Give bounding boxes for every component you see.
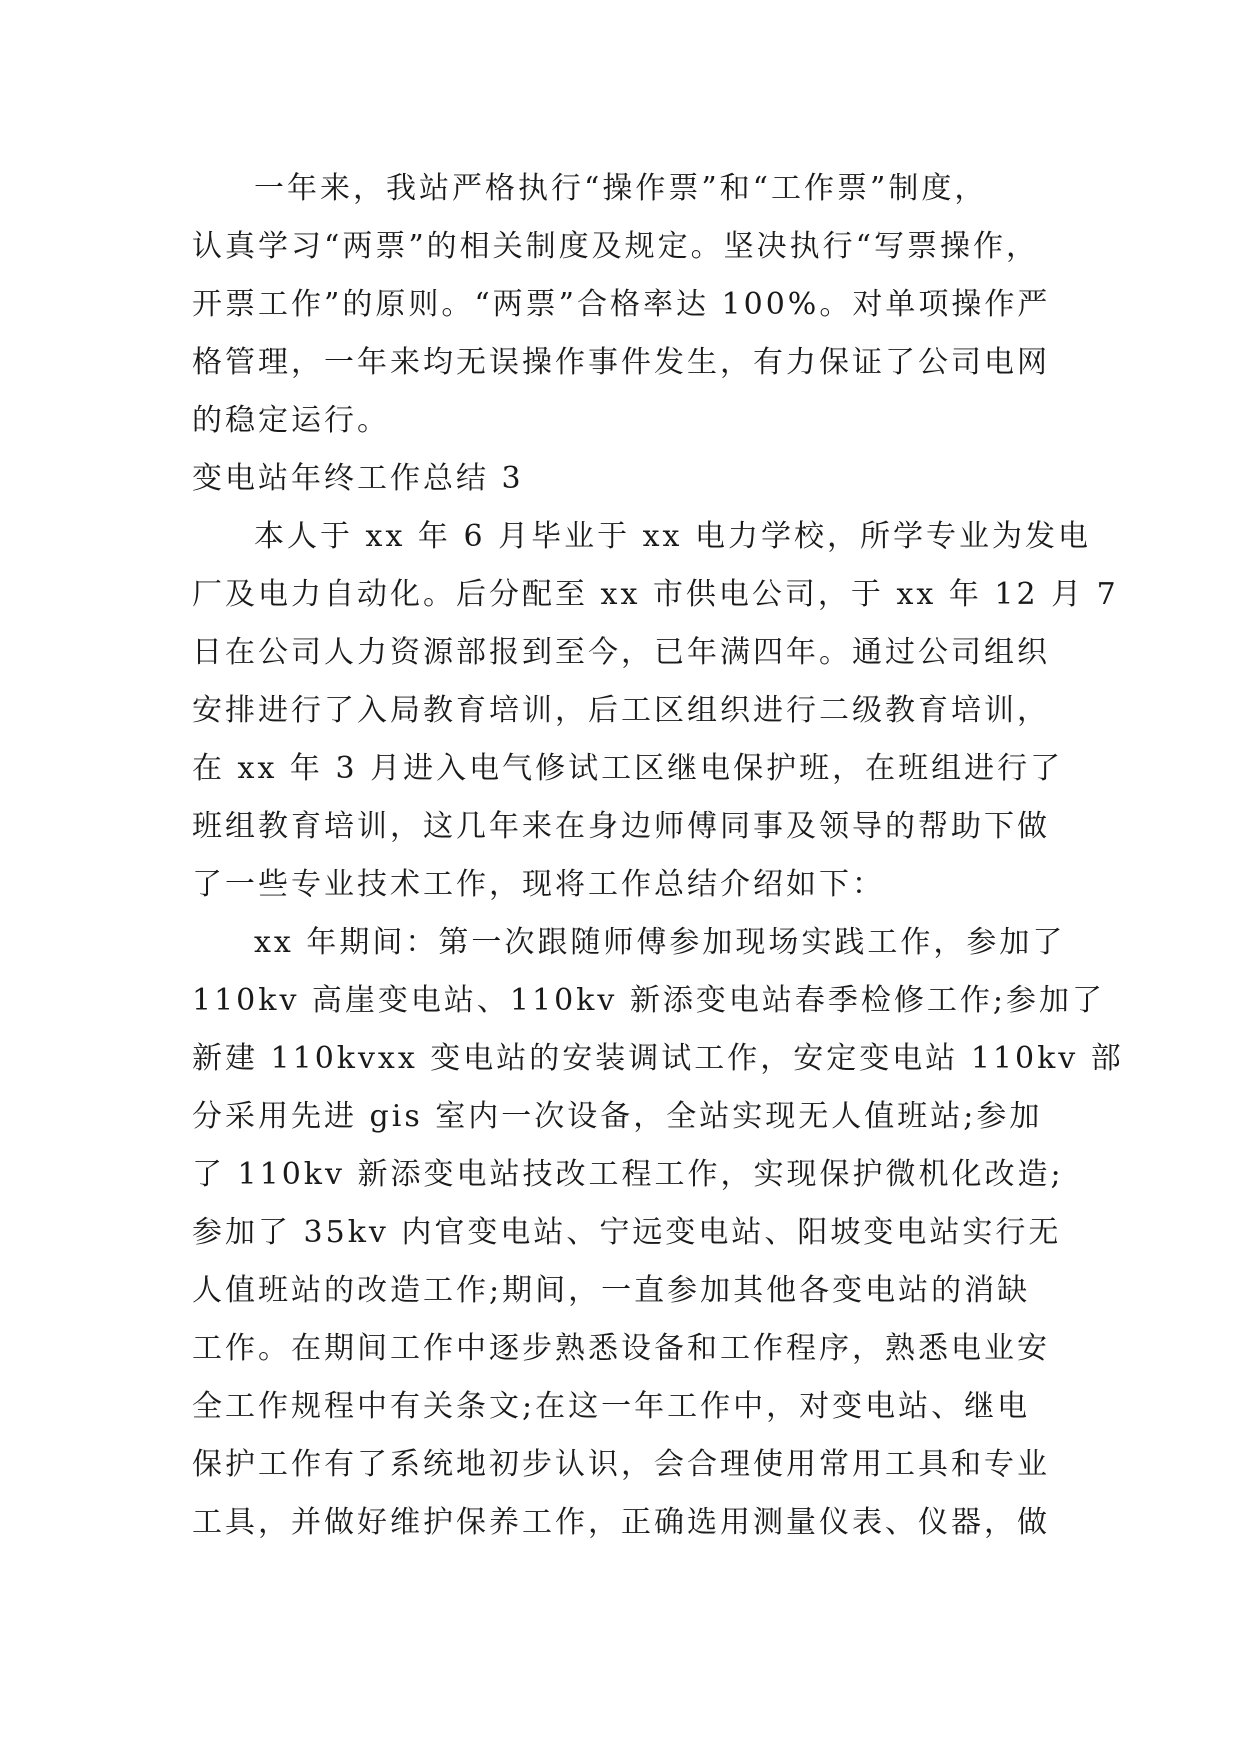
paragraph-line: 班组教育培训，这几年来在身边师傅同事及领导的帮助下做 — [192, 809, 1050, 844]
paragraph-line: 的稳定运行。 — [192, 403, 390, 438]
paragraph-line: 参加了 35kv 内官变电站、宁远变电站、阳坡变电站实行无 — [192, 1215, 1062, 1250]
paragraph-line: 在 xx 年 3 月进入电气修试工区继电保护班，在班组进行了 — [192, 751, 1064, 786]
paragraph-first-year — [192, 914, 1124, 1552]
paragraph-line: 全工作规程中有关条文;在这一年工作中，对变电站、继电 — [192, 1389, 1031, 1424]
document-page — [192, 160, 1124, 1552]
paragraph-line: 格管理，一年来均无误操作事件发生，有力保证了公司电网 — [192, 345, 1050, 380]
section-heading: 变电站年终工作总结 3 — [192, 461, 524, 496]
paragraph-line: 工作。在期间工作中逐步熟悉设备和工作程序，熟悉电业安 — [192, 1331, 1050, 1366]
paragraph-line: 日在公司人力资源部报到至今，已年满四年。通过公司组织 — [192, 635, 1050, 670]
paragraph-introduction — [192, 508, 1119, 914]
paragraph-line: 工具，并做好维护保养工作，正确选用测量仪表、仪器，做 — [192, 1505, 1050, 1540]
paragraph-line: xx 年期间：第一次跟随师傅参加现场实践工作，参加了 — [254, 925, 1066, 960]
paragraph-line: 保护工作有了系统地初步认识，会合理使用常用工具和专业 — [192, 1447, 1050, 1482]
paragraph-line: 厂及电力自动化。后分配至 xx 市供电公司，于 xx 年 12 月 7 — [192, 577, 1119, 612]
paragraph-line: 110kv 高崖变电站、110kv 新添变电站春季检修工作;参加了 — [192, 983, 1105, 1018]
paragraph-line: 分采用先进 gis 室内一次设备，全站实现无人值班站;参加 — [192, 1099, 1043, 1134]
paragraph-line: 新建 110kvxx 变电站的安装调试工作，安定变电站 110kv 部 — [192, 1041, 1124, 1076]
paragraph-two-tickets — [192, 160, 1058, 450]
paragraph-line: 认真学习“两票”的相关制度及规定。坚决执行“写票操作， — [192, 229, 1040, 264]
paragraph-line: 本人于 xx 年 6 月毕业于 xx 电力学校，所学专业为发电 — [254, 519, 1091, 554]
paragraph-line: 人值班站的改造工作;期间，一直参加其他各变电站的消缺 — [192, 1273, 1031, 1308]
paragraph-line: 了一些专业技术工作，现将工作总结介绍如下： — [192, 867, 885, 902]
paragraph-line: 开票工作”的原则。“两票”合格率达 100%。对单项操作严 — [192, 287, 1051, 322]
paragraph-line: 安排进行了入局教育培训，后工区组织进行二级教育培训， — [192, 693, 1050, 728]
paragraph-line: 了 110kv 新添变电站技改工程工作，实现保护微机化改造; — [192, 1157, 1064, 1192]
paragraph-line: 一年来，我站严格执行“操作票”和“工作票”制度， — [254, 171, 988, 206]
